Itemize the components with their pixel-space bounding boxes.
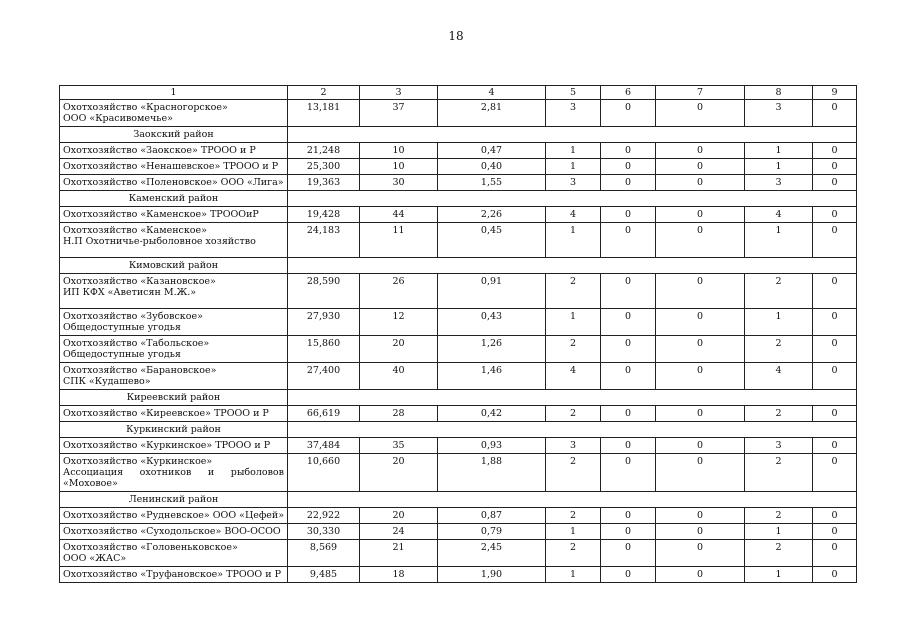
value-cell-col-7: 0 [656,159,745,175]
value-cell-col-2: 66,619 [288,406,360,422]
hunting-ground-name-line: Охотхозяйство «Красногорское» [63,102,228,113]
value-cell-col-5: 1 [546,159,601,175]
value-cell-col-9: 0 [813,143,857,159]
hunting-ground-name [60,336,288,363]
value-cell-col-3: 40 [360,363,438,390]
value-cell-col-8: 3 [745,438,813,454]
value-cell-col-6: 0 [601,454,656,492]
value-cell-col-8: 2 [745,406,813,422]
header-cell: 2 [288,86,360,100]
hunting-ground-name-line: СПК «Кудашево» [63,376,151,387]
value-cell-col-8: 2 [745,454,813,492]
hunting-ground-name-line: Охотхозяйство «Каменское» ТРОООиР [63,209,259,220]
spacer [63,298,284,306]
value-cell-col-4: 1,55 [438,175,546,191]
value-cell-col-6: 0 [601,274,656,309]
value-cell-col-9: 0 [813,100,857,127]
hunting-ground-name [60,175,288,191]
value-cell-col-6: 0 [601,567,656,583]
value-cell-col-9: 0 [813,567,857,583]
hunting-ground-name-line: Охотхозяйство «Киреевское» ТРООО и Р [63,408,269,419]
value-cell-col-4: 0,45 [438,223,546,258]
table-row [60,336,857,363]
value-cell-col-7: 0 [656,508,745,524]
table-row [60,100,857,127]
hunting-ground-name [60,223,288,258]
hunting-ground-name [60,159,288,175]
table-row [60,438,857,454]
value-cell-col-6: 0 [601,540,656,567]
value-cell-col-5: 3 [546,175,601,191]
page-number: 18 [448,29,464,43]
value-cell-col-2: 28,590 [288,274,360,309]
value-cell-col-4: 0,91 [438,274,546,309]
value-cell-col-4: 2,81 [438,100,546,127]
value-cell-col-9: 0 [813,508,857,524]
value-cell-col-7: 0 [656,363,745,390]
value-cell-col-8: 1 [745,159,813,175]
district-empty-cell [288,127,857,143]
district-empty-cell [288,390,857,406]
header-cell: 9 [813,86,857,100]
value-cell-col-3: 26 [360,274,438,309]
table-row [60,159,857,175]
value-cell-col-4: 1,46 [438,363,546,390]
value-cell-col-6: 0 [601,406,656,422]
value-cell-col-2: 13,181 [288,100,360,127]
hunting-ground-name [60,567,288,583]
value-cell-col-9: 0 [813,175,857,191]
value-cell-col-7: 0 [656,540,745,567]
value-cell-col-8: 2 [745,336,813,363]
value-cell-col-6: 0 [601,508,656,524]
value-cell-col-3: 10 [360,159,438,175]
value-cell-col-8: 3 [745,100,813,127]
table-row [60,274,857,309]
value-cell-col-3: 10 [360,143,438,159]
value-cell-col-3: 20 [360,336,438,363]
hunting-ground-name-line: Охотхозяйство «Заокское» ТРООО и Р [63,145,256,156]
hunting-ground-name-line: Охотхозяйство «Поленовское» ООО «Лига» [63,177,284,188]
header-row [60,86,857,100]
header-cell: 6 [601,86,656,100]
value-cell-col-6: 0 [601,175,656,191]
value-cell-col-4: 1,90 [438,567,546,583]
hunting-ground-name-line: ИП КФХ «Аветисян М.Ж.» [63,287,197,298]
table-row [60,508,857,524]
value-cell-col-5: 2 [546,274,601,309]
value-cell-col-5: 1 [546,223,601,258]
table-body [60,100,857,583]
district-label: Заокский район [60,127,288,143]
district-label: Ленинский район [60,492,288,508]
header-cell: 4 [438,86,546,100]
value-cell-col-4: 0,47 [438,143,546,159]
value-cell-col-7: 0 [656,309,745,336]
value-cell-col-3: 12 [360,309,438,336]
value-cell-col-5: 1 [546,567,601,583]
header-cell: 7 [656,86,745,100]
district-empty-cell [288,492,857,508]
header-cell: 3 [360,86,438,100]
hunting-ground-name [60,540,288,567]
table-row [60,363,857,390]
value-cell-col-9: 0 [813,159,857,175]
value-cell-col-5: 2 [546,508,601,524]
hunting-ground-name-line: Охотхозяйство «Казановское» [63,276,216,287]
hunting-ground-name [60,454,288,492]
hunting-ground-name [60,406,288,422]
value-cell-col-2: 27,930 [288,309,360,336]
hunting-ground-name-line: Охотхозяйство «Куркинское» [63,456,213,467]
value-cell-col-4: 0,87 [438,508,546,524]
value-cell-col-3: 20 [360,454,438,492]
value-cell-col-7: 0 [656,438,745,454]
table-row [60,223,857,258]
value-cell-col-8: 1 [745,524,813,540]
value-cell-col-9: 0 [813,454,857,492]
hunting-ground-name-line: Охотхозяйство «Зубовское» [63,311,203,322]
value-cell-col-7: 0 [656,524,745,540]
district-row [60,422,857,438]
value-cell-col-8: 4 [745,207,813,223]
header-cell: 5 [546,86,601,100]
value-cell-col-2: 25,300 [288,159,360,175]
table-row [60,406,857,422]
value-cell-col-8: 2 [745,540,813,567]
value-cell-col-5: 3 [546,100,601,127]
table-row [60,207,857,223]
hunting-ground-name [60,274,288,309]
hunting-ground-name-line: ООО «ЖАС» [63,553,127,564]
district-empty-cell [288,258,857,274]
value-cell-col-3: 44 [360,207,438,223]
value-cell-col-9: 0 [813,274,857,309]
table-row [60,309,857,336]
district-label: Киреевский район [60,390,288,406]
value-cell-col-3: 11 [360,223,438,258]
hunting-ground-name-line: Н.П Охотничье-рыболовное хозяйство [63,236,256,247]
hunting-ground-name [60,143,288,159]
value-cell-col-6: 0 [601,438,656,454]
value-cell-col-5: 3 [546,438,601,454]
hunting-ground-name-line: «Моховое» [63,478,118,489]
district-row [60,390,857,406]
header-cell: 8 [745,86,813,100]
value-cell-col-7: 0 [656,567,745,583]
value-cell-col-5: 2 [546,336,601,363]
value-cell-col-7: 0 [656,274,745,309]
table-row [60,143,857,159]
value-cell-col-6: 0 [601,100,656,127]
value-cell-col-2: 10,660 [288,454,360,492]
value-cell-col-8: 2 [745,274,813,309]
hunting-ground-name [60,207,288,223]
hunting-ground-name-line: Охотхозяйство «Куркинское» ТРООО и Р [63,440,271,451]
value-cell-col-7: 0 [656,406,745,422]
value-cell-col-8: 4 [745,363,813,390]
value-cell-col-6: 0 [601,524,656,540]
value-cell-col-8: 1 [745,567,813,583]
value-cell-col-6: 0 [601,159,656,175]
value-cell-col-2: 21,248 [288,143,360,159]
value-cell-col-7: 0 [656,336,745,363]
value-cell-col-2: 37,484 [288,438,360,454]
value-cell-col-4: 2,26 [438,207,546,223]
hunting-ground-name-line: Охотхозяйство «Головеньковское» [63,542,238,553]
value-cell-col-5: 1 [546,309,601,336]
value-cell-col-9: 0 [813,438,857,454]
value-cell-col-4: 0,79 [438,524,546,540]
district-row [60,127,857,143]
value-cell-col-3: 20 [360,508,438,524]
value-cell-col-6: 0 [601,207,656,223]
value-cell-col-9: 0 [813,309,857,336]
district-label: Куркинский район [60,422,288,438]
value-cell-col-6: 0 [601,223,656,258]
value-cell-col-5: 2 [546,540,601,567]
hunting-ground-name-line: Охотхозяйство «Труфановское» ТРООО и Р [63,569,281,580]
hunting-ground-name-line: Общедоступные угодья [63,349,181,360]
value-cell-col-5: 4 [546,363,601,390]
spacer [63,247,284,255]
value-cell-col-3: 28 [360,406,438,422]
table-row [60,567,857,583]
value-cell-col-2: 8,569 [288,540,360,567]
table-row [60,175,857,191]
value-cell-col-6: 0 [601,143,656,159]
value-cell-col-8: 3 [745,175,813,191]
district-empty-cell [288,422,857,438]
hunting-ground-name-line: Ассоциация охотников и рыболовов [63,467,284,478]
hunting-ground-name [60,524,288,540]
value-cell-col-4: 0,42 [438,406,546,422]
hunting-ground-name-line: Охотхозяйство «Суходольское» ВОО-ОСОО [63,526,281,537]
value-cell-col-9: 0 [813,223,857,258]
value-cell-col-2: 30,330 [288,524,360,540]
value-cell-col-7: 0 [656,223,745,258]
value-cell-col-7: 0 [656,143,745,159]
hunting-ground-name [60,438,288,454]
value-cell-col-2: 27,400 [288,363,360,390]
value-cell-col-7: 0 [656,454,745,492]
value-cell-col-8: 2 [745,508,813,524]
value-cell-col-2: 15,860 [288,336,360,363]
hunting-ground-name [60,100,288,127]
value-cell-col-2: 22,922 [288,508,360,524]
value-cell-col-5: 2 [546,406,601,422]
value-cell-col-4: 1,88 [438,454,546,492]
value-cell-col-3: 24 [360,524,438,540]
district-label: Каменский район [60,191,288,207]
value-cell-col-9: 0 [813,363,857,390]
hunting-ground-name-line: Охотхозяйство «Каменское» [63,225,207,236]
value-cell-col-4: 1,26 [438,336,546,363]
value-cell-col-3: 35 [360,438,438,454]
value-cell-col-7: 0 [656,175,745,191]
value-cell-col-6: 0 [601,309,656,336]
value-cell-col-3: 30 [360,175,438,191]
header-cell: 1 [60,86,288,100]
value-cell-col-3: 21 [360,540,438,567]
value-cell-col-2: 9,485 [288,567,360,583]
district-empty-cell [288,191,857,207]
value-cell-col-6: 0 [601,363,656,390]
value-cell-col-2: 19,363 [288,175,360,191]
hunting-ground-name-line: Охотхозяйство «Табольское» [63,338,210,349]
value-cell-col-5: 2 [546,454,601,492]
district-row [60,258,857,274]
table-row [60,540,857,567]
value-cell-col-4: 0,93 [438,438,546,454]
value-cell-col-4: 2,45 [438,540,546,567]
value-cell-col-5: 1 [546,524,601,540]
value-cell-col-7: 0 [656,207,745,223]
hunting-ground-name [60,363,288,390]
hunting-ground-name-line: Общедоступные угодья [63,322,181,333]
hunting-grounds-table [59,85,857,583]
district-row [60,492,857,508]
hunting-ground-name-line: Охотхозяйство «Рудневское» ООО «Цефей» [63,510,285,521]
value-cell-col-5: 4 [546,207,601,223]
value-cell-col-2: 24,183 [288,223,360,258]
hunting-ground-name-line: ООО «Красивомечье» [63,113,173,124]
value-cell-col-7: 0 [656,100,745,127]
table-row [60,454,857,492]
value-cell-col-9: 0 [813,336,857,363]
value-cell-col-5: 1 [546,143,601,159]
hunting-ground-name [60,309,288,336]
value-cell-col-9: 0 [813,207,857,223]
value-cell-col-3: 18 [360,567,438,583]
hunting-ground-name [60,508,288,524]
value-cell-col-9: 0 [813,524,857,540]
value-cell-col-9: 0 [813,406,857,422]
table-row [60,524,857,540]
district-row [60,191,857,207]
value-cell-col-2: 19,428 [288,207,360,223]
value-cell-col-4: 0,43 [438,309,546,336]
value-cell-col-8: 1 [745,223,813,258]
value-cell-col-8: 1 [745,309,813,336]
value-cell-col-6: 0 [601,336,656,363]
hunting-ground-name-line: Охотхозяйство «Барановское» [63,365,217,376]
value-cell-col-8: 1 [745,143,813,159]
value-cell-col-4: 0,40 [438,159,546,175]
value-cell-col-9: 0 [813,540,857,567]
hunting-ground-name-line: Охотхозяйство «Ненашевское» ТРООО и Р [63,161,279,172]
value-cell-col-3: 37 [360,100,438,127]
district-label: Кимовский район [60,258,288,274]
